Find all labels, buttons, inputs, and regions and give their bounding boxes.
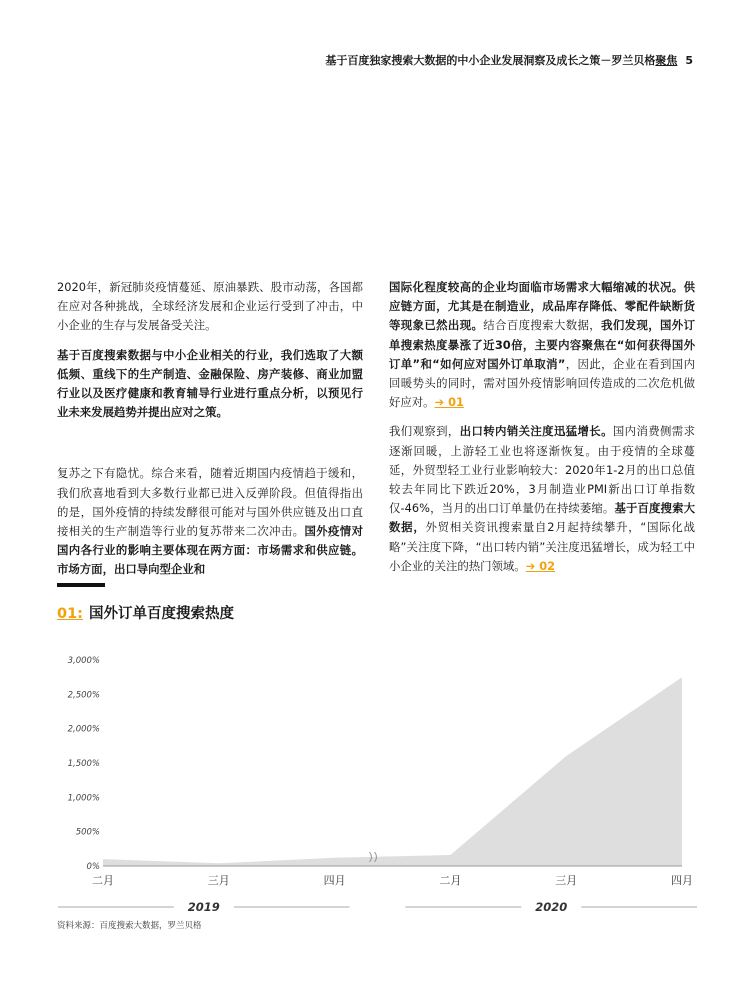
- export-bold-1: 出口转内销关注度迅猛增长。: [459, 424, 613, 439]
- y-tick-label: 2,500%: [67, 690, 100, 701]
- x-tick-label: 二月: [92, 874, 114, 887]
- y-tick-label: 3,000%: [67, 656, 100, 666]
- x-tick-label: 四月: [671, 874, 693, 887]
- method-paragraph: 基于百度搜索数据与中小企业相关的行业，我们选取了大额低频、重线下的生产制造、金融保险、房产装修、商业加盟行业以及医疗健康和教育辅导行业进行重点分析，以预见行业未来发展趋势并提出应对之策。: [57, 347, 363, 420]
- page-number: 5: [685, 54, 693, 67]
- export-text-3: 外贸相关资讯搜索量自2月起持续攀升，“国际化战略”关注度下降，“出口转内销”关注度迅猛增长，成为轻工中小企业的关注的热门领域。: [389, 520, 695, 573]
- orders-bold-1: 国际化程度较高的企业均面临市场需求大幅缩减的状况。供应链方面，尤其是在制造业，成品库存降低、零配件缺断货等现象已然出现。: [389, 280, 695, 333]
- y-tick-label: 500%: [75, 827, 100, 838]
- x-tick-label: 三月: [555, 874, 578, 887]
- orders-paragraph: [389, 278, 695, 412]
- chart-title: [57, 602, 234, 623]
- y-tick-label: 0%: [86, 862, 100, 872]
- orders-text-2: ，因此，企业在看到国内回暖势头的同时，需对国外疫情影响回传造成的二次危机做好应对。: [389, 356, 695, 410]
- orders-text-1: 结合百度搜索大数据，: [483, 318, 602, 333]
- ref-link-02[interactable]: ➔ 02: [525, 558, 556, 573]
- y-tick-label: 2,000%: [67, 724, 100, 735]
- chart-title-text: 国外订单百度搜索热度: [88, 606, 234, 622]
- group-label: 2020: [535, 900, 568, 914]
- x-tick-label: 二月: [439, 874, 462, 887]
- x-tick-label: 四月: [323, 874, 346, 887]
- page-header: [325, 52, 693, 68]
- export-text-2: 国内消费侧需求逐渐回暖，上游轻工业也将逐渐恢复。由于疫情的全球蔓延，外贸型轻工业行业影响较大：2020年1-2月的出口总值较去年同比下跌近20%，3月制造业PMI新出口订单指数仅-46%，当月的出口订单量仍在持续萎缩。: [389, 424, 695, 516]
- left-column: [57, 278, 363, 580]
- header-title: 基于百度独家搜索大数据的中小企业发展洞察及成长之策－罗兰贝格: [325, 54, 656, 67]
- chart-number: 01:: [57, 606, 83, 622]
- recovery-bold-text: 国外疫情对国内各行业的影响主要体现在两方面：市场需求和供应链。市场方面，出口导向型企业和: [57, 524, 363, 577]
- group-label: 2019: [187, 900, 220, 914]
- export-paragraph: [389, 422, 695, 576]
- export-text-1: 我们观察到，: [389, 424, 460, 439]
- recovery-text: 复苏之下有隐忧。综合来看，随着近期国内疫情趋于缓和，我们欣喜地看到大多数行业都已进入反弹阶段。但值得指出的是，国外疫情的持续发酵很可能对与国外供应链及出口直接相关的生产制造等行业的复苏带来二次冲击。: [57, 466, 363, 539]
- recovery-paragraph: [57, 464, 363, 579]
- right-column: [389, 278, 695, 576]
- area-series: [103, 677, 682, 866]
- x-tick-label: 三月: [207, 874, 230, 887]
- export-bold-2: 基于百度搜索大数据，: [389, 501, 695, 535]
- source-note: 资料来源：百度搜索大数据，罗兰贝格: [57, 921, 202, 931]
- ref-link-01[interactable]: ➔ 01: [434, 395, 464, 410]
- header-section: 聚焦: [655, 54, 678, 67]
- y-tick-label: 1,000%: [67, 793, 100, 804]
- y-tick-label: 1,500%: [67, 759, 100, 769]
- orders-bold-2: 我们发现，国外订单搜索热度暴涨了近30倍，主要内容聚焦在“如何获得国外订单”和“如何应对国外订单取消”: [389, 318, 695, 371]
- search-heat-chart: [0, 630, 755, 930]
- section-rule: [57, 583, 105, 587]
- intro-paragraph: 2020年，新冠肺炎疫情蔓延、原油暴跌、股市动荡，各国都在应对各种挑战，全球经济发展和企业运行受到了冲击，中小企业的生存与发展备受关注。: [57, 280, 363, 333]
